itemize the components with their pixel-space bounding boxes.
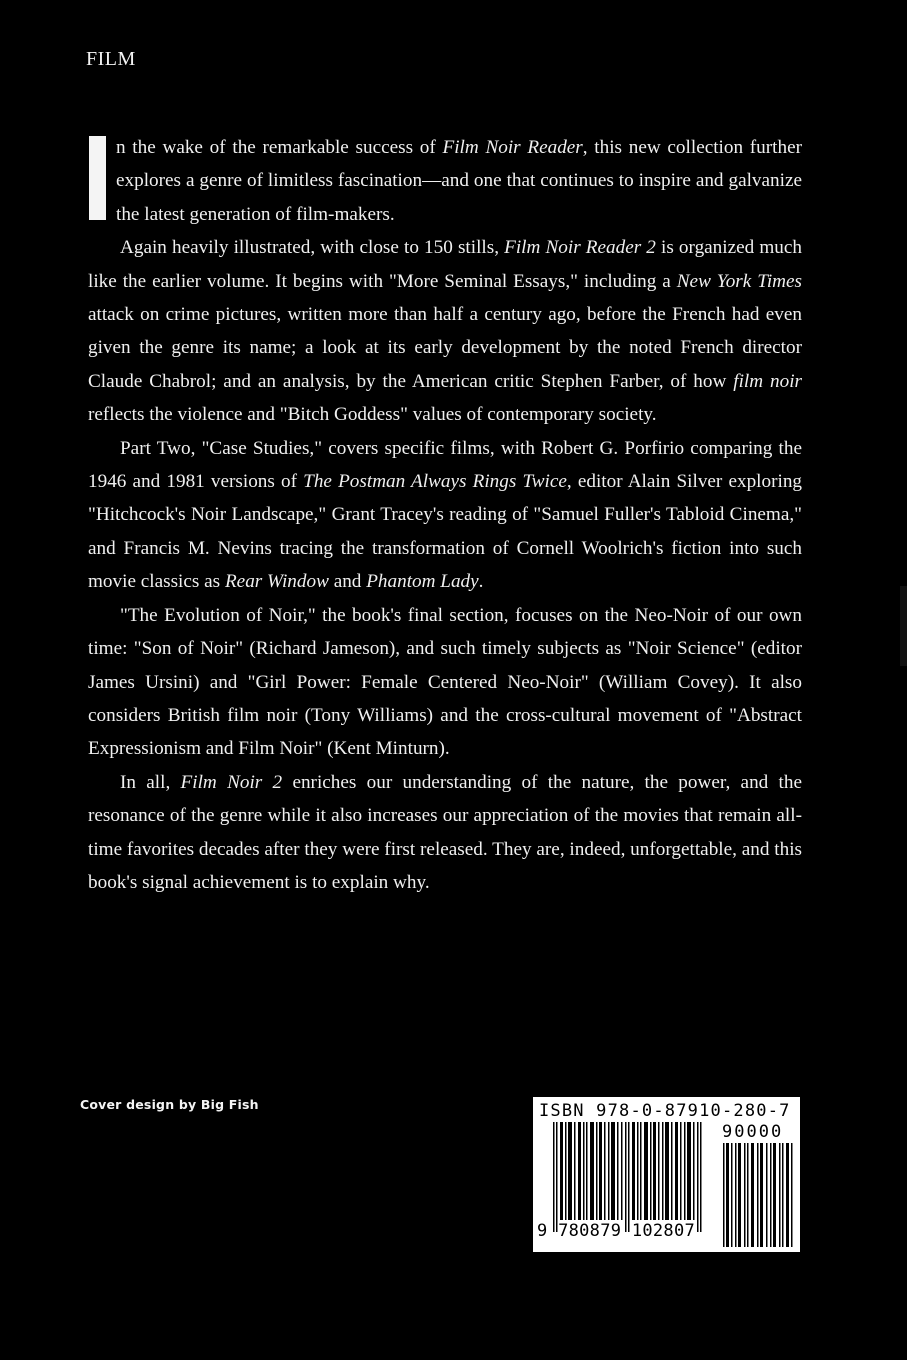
blurb-paragraph-2: [88, 231, 802, 431]
p5-title-film-noir-2: Film Noir 2: [180, 771, 283, 793]
p1-title-film-noir-reader: Film Noir Reader: [442, 137, 583, 158]
p3-text-e: and: [328, 571, 367, 593]
p5-text-c: enriches our understanding of the nature, the power, and the resonance of the genre while it also increases our appreciation of the movies that remain all-time favorites decades after they were first released. They are, indeed, unforgettable, and this book's signal achievement is to explain why.: [88, 771, 802, 893]
isbn-number: ISBN 978-0-87910-280-7: [539, 1101, 791, 1121]
p3-text-a: Part Two, "Case Studies," covers specific films, with Robert G. Porfirio comparing the 1946 and 1981 versions of: [88, 437, 802, 493]
p1-text-a: n the wake of the remarkable success of: [116, 137, 443, 158]
addon-barcode-bars: [722, 1143, 794, 1247]
p3-text-c: , editor Alain Silver exploring "Hitchcock's Noir Landscape," Grant Tracey's reading of "Samuel Fuller's Tabloid Cinema," and Francis M. Nevins tracing the transformation of Cornell Woolrich's fiction into such movie classics as: [88, 471, 803, 593]
p2-text-c: is organized much like the earlier volume. It begins with "More Seminal Essays," including a: [88, 237, 802, 292]
barcode-digits: 9 780879 102807: [537, 1221, 696, 1241]
p4-text-a: "The Evolution of Noir," the book's final section, focuses on the Neo-Noir of our own time: "Son of Noir" (Richard Jameson), and such timely subjects as "Noir Science" (editor James Ursini) and "Girl Power: Female Centered Neo-Noir" (William Covey). It also considers British film noir (Tony Williams) and the cross-cultural movement of "Abstract Expressionism and Film Noir" (Kent Minturn).: [88, 604, 802, 760]
p3-title-postman: The Postman Always Rings Twice: [303, 471, 567, 493]
p2-title-new-york-times: New York Times: [676, 270, 802, 292]
p3-title-phantom-lady: Phantom Lady: [366, 571, 479, 593]
p2-title-film-noir-reader-2: Film Noir Reader 2: [504, 237, 656, 259]
edge-mark: [900, 586, 907, 666]
p1-text-c: , this new collection further explores a genre of limitless fascination—and one that continues to inspire and galvanize the latest generation of film-makers.: [116, 137, 802, 225]
p2-term-film-noir: film noir: [733, 370, 803, 392]
drop-cap: [89, 136, 106, 220]
p2-text-e: attack on crime pictures, written more than half a century ago, before the French had even given the genre its name; a look at its early development by the noted French director Claude Chabrol; and an analysis, by the American critic Stephen Farber, of how: [88, 304, 802, 392]
p2-text-a: Again heavily illustrated, with close to 150 stills,: [120, 237, 505, 259]
isbn-barcode: [533, 1097, 800, 1252]
p3-text-g: .: [478, 571, 484, 593]
blurb-text: [88, 131, 802, 899]
p2-text-g: reflects the violence and "Bitch Goddess" values of contemporary society.: [88, 404, 657, 426]
price-code: 90000: [722, 1122, 784, 1142]
p5-text-a: In all,: [120, 771, 181, 793]
blurb-paragraph-3: [88, 432, 802, 599]
cover-design-credit: Cover design by Big Fish: [80, 1097, 259, 1112]
blurb-paragraph-1: [88, 131, 802, 231]
p3-title-rear-window: Rear Window: [224, 571, 329, 593]
blurb-paragraph-5: [88, 766, 802, 900]
blurb-paragraph-4: [88, 599, 802, 766]
ean-barcode-bars: [551, 1122, 711, 1232]
category-label: FILM: [86, 48, 136, 70]
